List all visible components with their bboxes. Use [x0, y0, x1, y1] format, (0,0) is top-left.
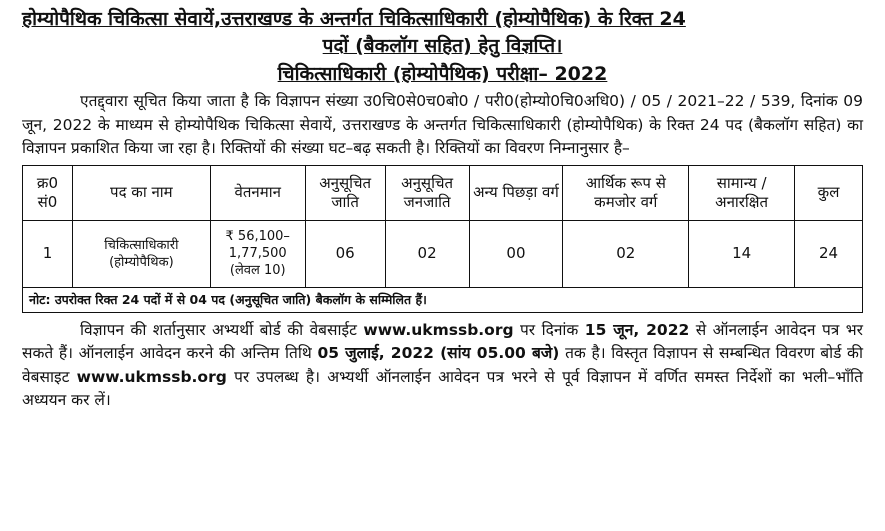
- closing-paragraph: [22, 319, 863, 413]
- cell-serial: 1: [23, 220, 73, 287]
- cell-sc: 06: [305, 220, 385, 287]
- cell-post: चिकित्साधिकारी (होम्योपैथिक): [72, 220, 210, 287]
- header-post: पद का नाम: [72, 165, 210, 220]
- header-total: कुल: [795, 165, 863, 220]
- table-row: [23, 220, 863, 287]
- table-header-row: [23, 165, 863, 220]
- closing-text-5: पर उपलब्ध है। अभ्यर्थी ऑनलाईन आवेदन पत्र भरने से पूर्व विज्ञापन में वर्णित समस्त निर्देशों का भली–भाँति अध्ययन कर लें।: [22, 367, 863, 409]
- exam-title: चिकित्साधिकारी (होम्योपैथिक) परीक्षा– 2022: [277, 63, 608, 85]
- header-general: सामान्य / अनारक्षित: [689, 165, 795, 220]
- header-ews: आर्थिक रूप से कमजोर वर्ग: [563, 165, 689, 220]
- vacancy-table: [22, 165, 863, 313]
- header-serial: क्र0 सं0: [23, 165, 73, 220]
- cell-pay: ₹ 56,100– 1,77,500 (लेवल 10): [210, 220, 305, 287]
- notice-title-line-2: पदों (बैकलॉग सहित) हेतु विज्ञप्ति।: [322, 35, 563, 57]
- cell-obc: 00: [469, 220, 563, 287]
- last-date: 05 जुलाई, 2022 (सांय 05.00 बजे): [317, 344, 560, 362]
- header-pay: वेतनमान: [210, 165, 305, 220]
- header-sc: अनुसूचित जाति: [305, 165, 385, 220]
- closing-text-4: तक है। विस्तृत विज्ञापन से सम्बन्धित विवरण बोर्ड की वेबसाइट: [22, 344, 863, 386]
- header-st: अनुसूचित जनजाति: [385, 165, 469, 220]
- cell-st: 02: [385, 220, 469, 287]
- start-date: 15 जून, 2022: [584, 320, 690, 339]
- closing-text-2: पर दिनांक: [520, 320, 579, 339]
- cell-general: 14: [689, 220, 795, 287]
- table-note-row: [23, 287, 863, 312]
- notice-title-line-1: होम्योपैथिक चिकित्सा सेवायें,उत्तराखण्ड के अन्तर्गत चिकित्साधिकारी (होम्योपैथिक) के रिक्त 24: [22, 8, 686, 30]
- website-link-1[interactable]: www.ukmssb.org: [363, 320, 514, 339]
- header-obc: अन्य पिछड़ा वर्ग: [469, 165, 563, 220]
- cell-ews: 02: [563, 220, 689, 287]
- intro-paragraph: एतद्द्वारा सूचित किया जाता है कि विज्ञापन संख्या उ0चि0से0च0बो0 / परी0(होम्यो0चि0अधि0) / 05 / 2021–22 / 539, दिनांक 09 जून, 2022 के माध्यम से होम्योपैथिक चिकित्सा सेवायें, उत्तराखण्ड के अन्तर्गत चिकित्साधिकारी (होम्योपैथिक) के रिक्त 24 पद (बैकलॉग सहित) का विज्ञापन प्रकाशित किया जा रहा है। रिक्तियों की संख्या घट–बढ़ सकती है। रिक्तियों का विवरण निम्नानुसार है–: [22, 92, 863, 157]
- website-link-2[interactable]: www.ukmssb.org: [76, 367, 227, 386]
- closing-text-1: विज्ञापन की शर्तानुसार अभ्यर्थी बोर्ड की वेबसाईट: [80, 320, 357, 339]
- table-note: नोट: उपरोक्त रिक्त 24 पदों में से 04 पद (अनुसूचित जाति) बैकलॉग के सम्मिलित हैं।: [23, 287, 863, 312]
- closing-text-3: से ऑनलाईन आवेदन पत्र भर सकते हैं। ऑनलाईन आवेदन करने की अन्तिम तिथि: [22, 320, 863, 362]
- cell-total: 24: [795, 220, 863, 287]
